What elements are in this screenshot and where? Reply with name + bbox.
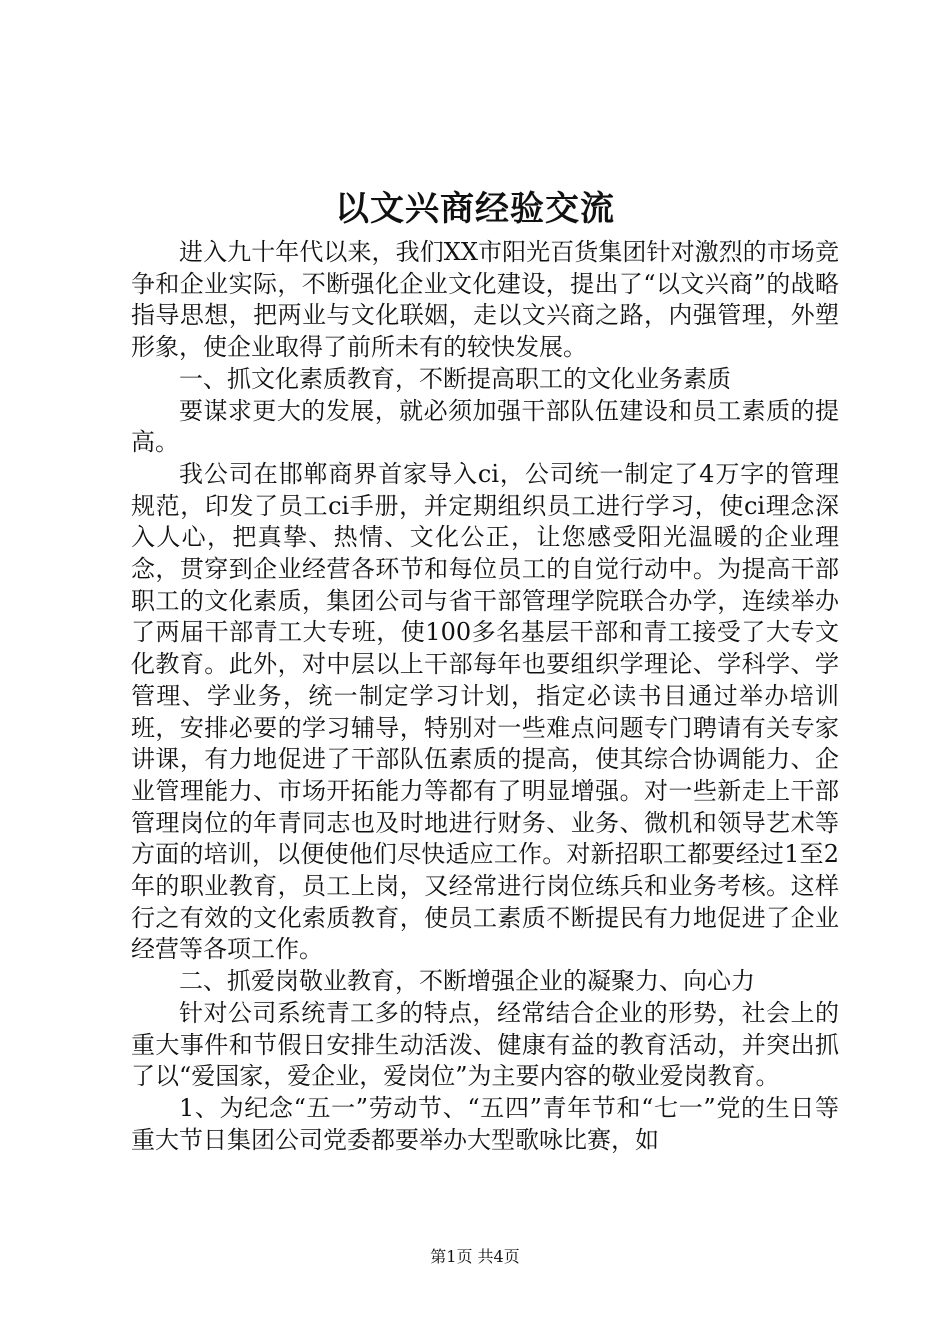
paragraph: 要谋求更大的发展，就必须加强干部队伍建设和员工素质的提高。 <box>131 396 839 457</box>
paragraph: 我公司在邯郸商界首家导入ci，公司统一制定了4万字的管理规范，印发了员工ci手册，并定期组织员工进行学习，使ci理念深入人心，把真挚、热情、文化公正，让您感受阳光温暖的企业理念，贯穿到企业经营各环节和每位员工的自觉行动中。为提高干部职工的文化素质，集团公司与省干部管理学院联合办学，连续举办了两届干部青工大专班，使100多名基层干部和青工接受了大专文化教育。此外，对中层以上干部每年也要组织学理论、学科学、学管理、学业务，统一制定学习计划，指定必读书目通过举办培训班，安排必要的学习辅导，特别对一些难点问题专门聘请有关专家讲课，有力地促进了干部队伍素质的提高，使其综合协调能力、企业管理能力、市场开拓能力等都有了明显增强。对一些新走上干部管理岗位的年青同志也及时地进行财务、业务、微机和领导艺术等方面的培训，以便使他们尽快适应工作。对新招职工都要经过1至2年的职业教育，员工上岗，又经常进行岗位练兵和业务考核。这样行之有效的文化索质教育，使员工素质不断提民有力地促进了企业经营等各项工作。 <box>131 459 839 964</box>
document-title: 以文兴商经验交流 <box>335 189 615 229</box>
paragraph: 1、为纪念“五一”劳动节、“五四”青年节和“七一”党的生日等重大节日集团公司党委都要举办大型歌咏比赛，如 <box>131 1093 839 1154</box>
paragraph-intro: 进入九十年代以来，我们XX市阳光百货集团针对激烈的市场竞争和企业实际，不断强化企业文化建设，提出了“以文兴商”的战略指导思想，把两业与文化联姻，走以文兴商之路，内强管理，外塑形象，使企业取得了前所未有的较快发展。 <box>131 238 839 362</box>
paragraph: 针对公司系统青工多的特点，经常结合企业的形势，社会上的重大事件和节假日安排生动活泼、健康有益的教育活动，并突出抓了以“爱国家，爱企业，爱岗位”为主要内容的敬业爱岗教育。 <box>131 998 839 1091</box>
document-body <box>131 237 839 1156</box>
section-heading-2: 二、抓爱岗敬业教育，不断增强企业的凝聚力、向心力 <box>179 967 755 996</box>
section-heading-1: 一、抓文化素质教育，不断提高职工的文化业务素质 <box>179 364 731 393</box>
page-footer: 第1页 共4页 <box>430 1247 520 1266</box>
